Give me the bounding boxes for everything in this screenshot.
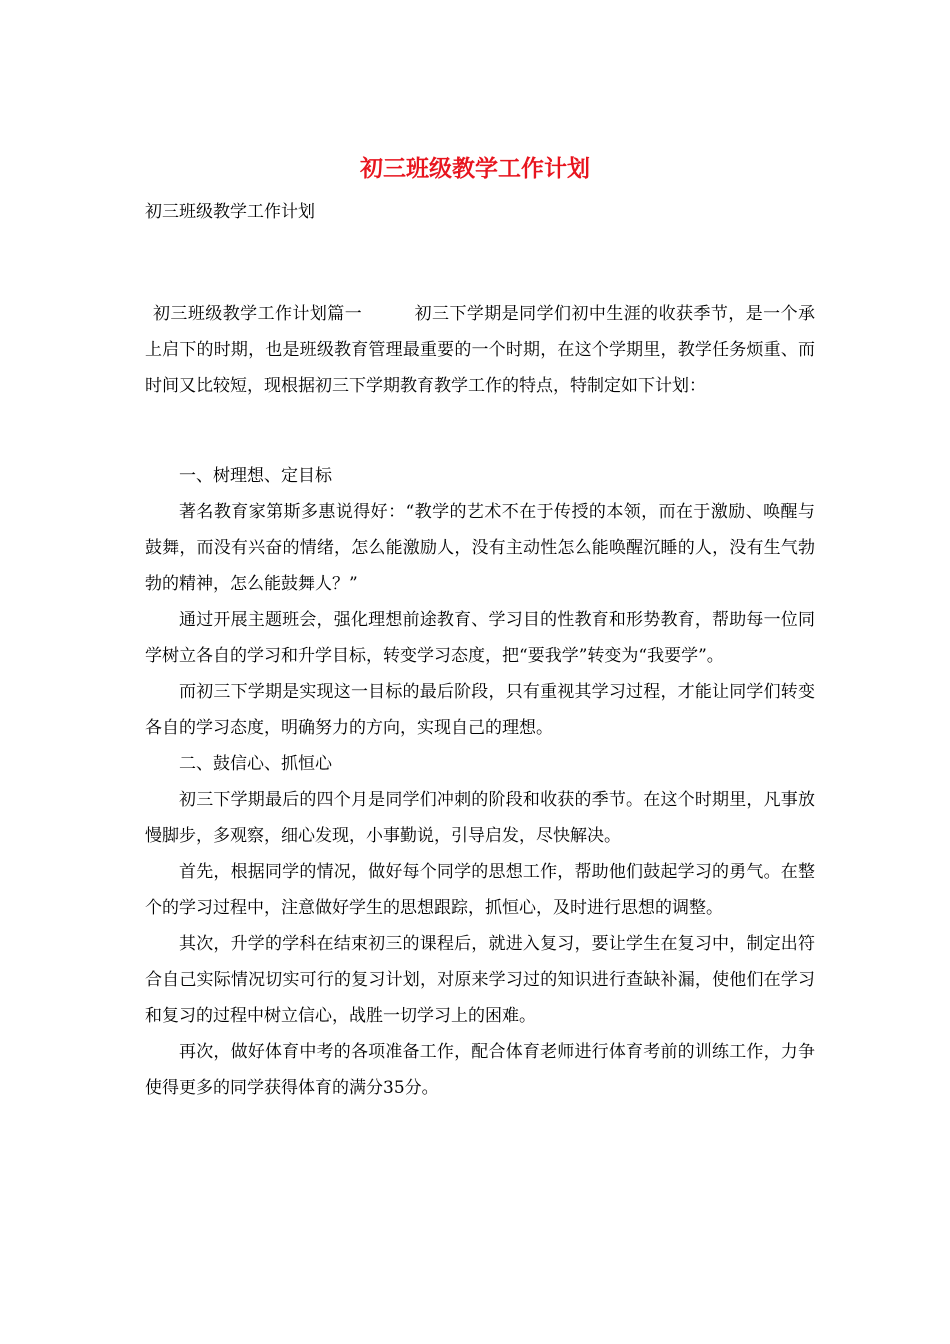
body-paragraph: 通过开展主题班会，强化理想前途教育、学习目的性教育和形势教育，帮助每一位同学树立各自的学习和升学目标，转变学习态度，把“要我学”转变为“我要学”。 — [145, 610, 815, 666]
body-paragraph: 著名教育家第斯多惠说得好：“教学的艺术不在于传授的本领，而在于激励、唤醒与鼓舞，而没有兴奋的情绪，怎么能激励人，没有主动性怎么能唤醒沉睡的人，没有生气勃勃的精神，怎么能鼓舞人？” — [145, 502, 815, 594]
heading-two: 二、鼓信心、抓恒心 — [179, 754, 332, 774]
document-body — [145, 296, 815, 1106]
body-paragraph: 首先，根据同学的情况，做好每个同学的思想工作，帮助他们鼓起学习的勇气。在整个的学习过程中，注意做好学生的思想跟踪，抓恒心，及时进行思想的调整。 — [145, 862, 815, 918]
document-subtitle: 初三班级教学工作计划 — [145, 202, 315, 222]
section-heading-piece-one: 初三班级教学工作计划篇一 — [153, 304, 363, 324]
intro-text: 初三下学期是同学们初中生涯的收获季节，是一个承上启下的时期，也是班级教育管理最重要的一个时期，在这个学期里，教学任务烦重、而时间又比较短，现根据初三下学期教育教学工作的特点，特制定如下计划： — [145, 304, 816, 396]
body-paragraph: 初三下学期最后的四个月是同学们冲刺的阶段和收获的季节。在这个时期里，凡事放慢脚步，多观察，细心发现，小事勤说，引导启发，尽快解决。 — [145, 790, 815, 846]
heading-one: 一、树理想、定目标 — [179, 466, 332, 486]
document-title: 初三班级教学工作计划 — [360, 155, 590, 182]
body-paragraph: 其次，升学的学科在结束初三的课程后，就进入复习，要让学生在复习中，制定出符合自己实际情况切实可行的复习计划，对原来学习过的知识进行查缺补漏，使他们在学习和复习的过程中树立信心，战胜一切学习上的困难。 — [145, 934, 815, 1026]
body-paragraph: 而初三下学期是实现这一目标的最后阶段，只有重视其学习过程，才能让同学们转变各自的学习态度，明确努力的方向，实现自己的理想。 — [145, 682, 815, 738]
intro-paragraph — [145, 296, 815, 404]
body-paragraph: 再次，做好体育中考的各项准备工作，配合体育老师进行体育考前的训练工作，力争使得更多的同学获得体育的满分35分。 — [145, 1042, 815, 1098]
